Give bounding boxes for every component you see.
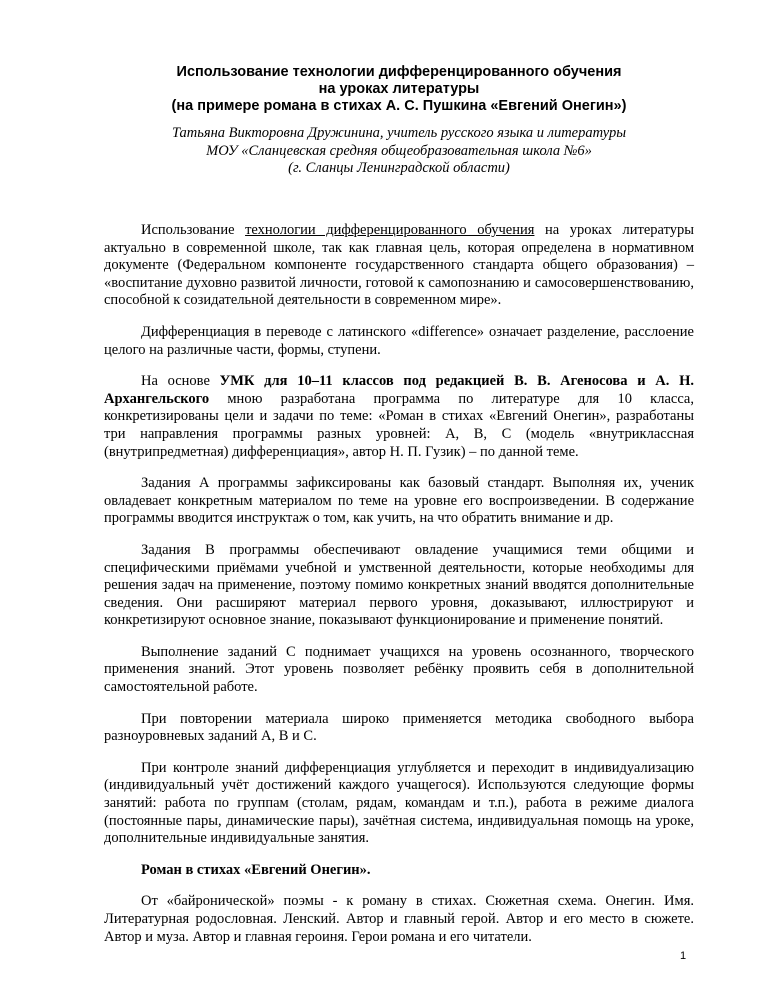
author-line-1: Татьяна Викторовна Дружинина, учитель русского языка и литературы (171, 125, 627, 141)
paragraph-9: От «байронической» поэмы - к роману в стихах. Сюжетная схема. Онегин. Имя. Литературная родословная. Ленский. Автор и главный герой. Автор и его место в сюжете. Автор и муза. Автор и главная героиня. Герои романа и его читатели. (104, 893, 694, 945)
document-body (104, 222, 694, 960)
paragraph-3 (104, 373, 694, 461)
paragraph-7: При повторении материала широко применяется методика свободного выбора разноуровневых заданий А, В и С. (104, 710, 694, 745)
title-line-3: (на примере романа в стихах А. С. Пушкина «Евгений Онегин») (171, 98, 627, 114)
paragraph-4: Задания А программы зафиксированы как базовый стандарт. Выполняя их, ученик овладевает конкретным материалом по теме на уровне его воспроизведении. В содержание программы вводится инструктаж о том, как учить, на что обратить внимание и др. (104, 475, 694, 527)
technology-link[interactable]: технологии дифференцированного обучения (245, 222, 535, 238)
title-line-1: Использование технологии дифференцированного обучения (176, 64, 622, 80)
paragraph-1-start: Использование (141, 222, 246, 238)
author-info (104, 125, 694, 178)
paragraph-1 (104, 222, 694, 310)
paragraph-5: Задания В программы обеспечивают овладение учащимися теми общими и специфическими приёмами учебной и умственной деятельности, которые необходимы для решения задач на применение, поэтому помимо конкретных знаний вводятся дополнительные сведения. Они расширяют материал первого уровня, доказывают, иллюстрируют и конкретизируют основное знание, показывают функционирование и применение понятий. (104, 541, 694, 629)
page-number: 1 (680, 950, 687, 962)
paragraph-6: Выполнение заданий С поднимает учащихся на уровень осознанного, творческого применения знаний. Этот уровень позволяет ребёнку проявить себя в дополнительной самостоятельной работе. (104, 643, 694, 696)
title-line-2: на уроках литературы (318, 81, 480, 97)
paragraph-2: Дифференциация в переводе с латинского «difference» означает разделение, расслоение целого на различные части, формы, ступени. (104, 323, 694, 358)
paragraph-1-rest: на уроках литературы актуально в современной школе, так как главная цель, которая определена в нормативном документе (Федеральном компоненте государственного стандарта общего образования) – «воспитание духовно развитой личности, готовой к самопознанию и самосовершенствованию, способной к созидательной деятельности в современном мире». (104, 222, 694, 309)
paragraph-3-rest: мною разработана программа по литературе для 10 класса, конкретизированы цели и задачи по теме: «Роман в стихах «Евгений Онегин», разработаны три направления программы разных уровней: А, В, С (модель «внутриклассная (внутрипредметная) дифференциация», автор Н. П. Гузик) – по данной теме. (104, 390, 694, 460)
author-line-2: МОУ «Сланцевская средняя общеобразовательная школа №6» (206, 142, 592, 159)
umk-reference: УМК для 10–11 классов под редакцией В. В. Агеносова и А. Н. Архангельского (104, 373, 694, 407)
paragraph-3-start: На основе (141, 373, 220, 390)
paragraph-8: При контроле знаний дифференциация углубляется и переходит в индивидуализацию (индивидуальный учёт достижений каждого учащегося). Используются следующие формы занятий: работа по группам (столам, рядам, командам и т.п.), работа в режиме диалога (постоянные пары, динамические пары), зачётная система, индивидуальная помощь на уроке, дополнительные индивидуальные занятия. (104, 759, 694, 847)
author-line-3: (г. Сланцы Ленинградской области) (288, 160, 510, 176)
document-title (104, 64, 694, 115)
section-heading: Роман в стихах «Евгений Онегин». (141, 861, 371, 878)
